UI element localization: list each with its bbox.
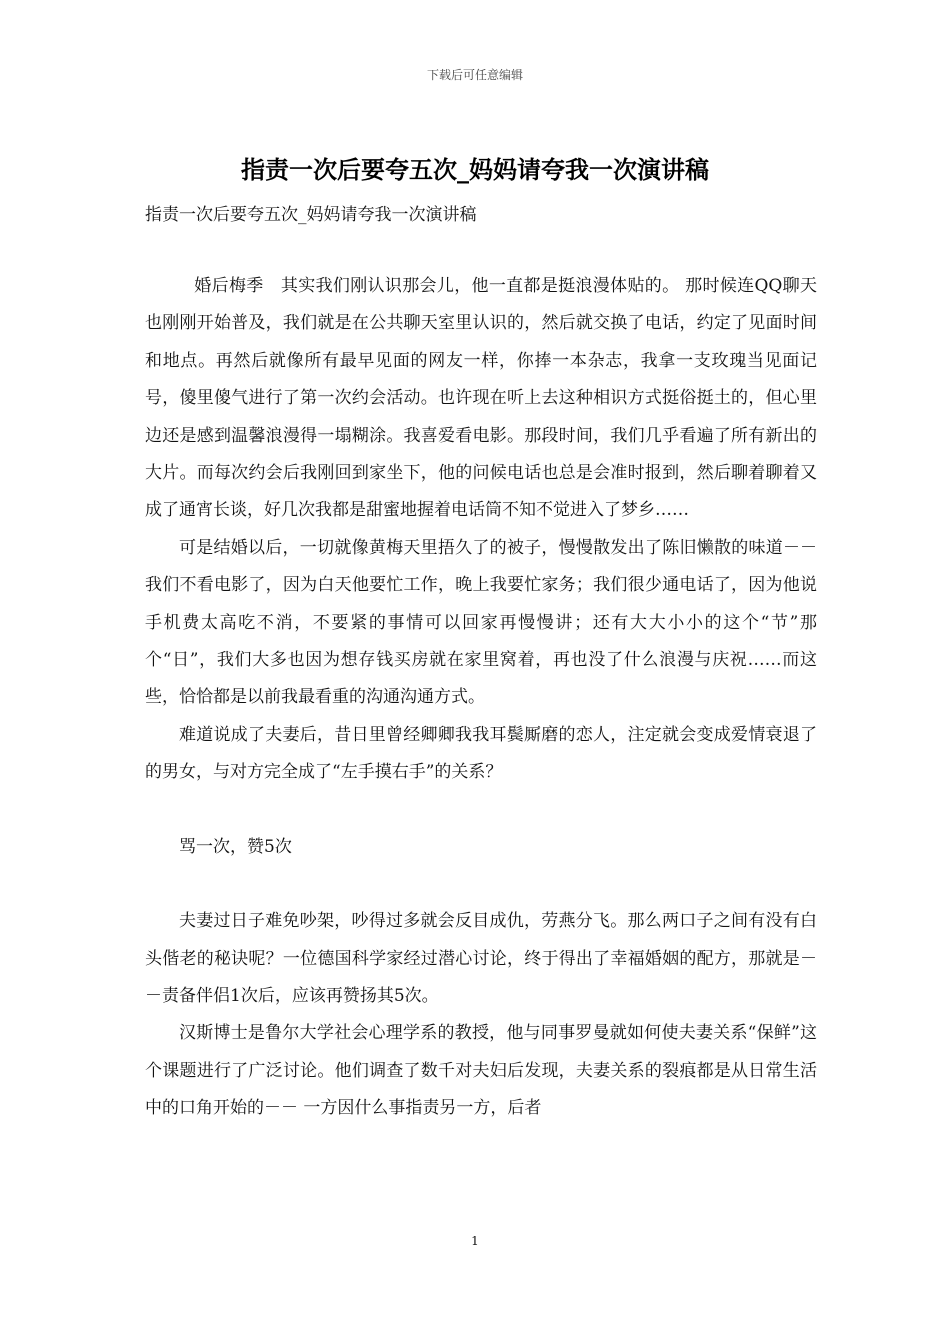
paragraph: 婚后梅季 其实我们刚认识那会儿，他一直都是挺浪漫体贴的。 那时候连QQ聊天也刚刚开始普及，我们就是在公共聊天室里认识的，然后就交换了电话，约定了见面时间和地点。再然后就像所有最早见面的网友一样，你捧一本杂志，我拿一支玫瑰当见面记号，傻里傻气进行了第一次约会活动。也许现在听上去这种相识方式挺俗挺土的，但心里边还是感到温馨浪漫得一塌糊涂。我喜爱看电影。那段时间，我们几乎看遍了所有新出的大片。而每次约会后我刚回到家坐下，他的问候电话也总是会准时报到，然后聊着聊着又成了通宵长谈，好几次我都是甜蜜地握着电话筒不知不觉进入了梦乡……	[145, 276, 817, 521]
page-number: 1	[471, 1234, 479, 1248]
document-title: 指责一次后要夸五次_妈妈请夸我一次演讲稿	[241, 155, 709, 184]
paragraph: 可是结婚以后，一切就像黄梅天里捂久了的被子，慢慢散发出了陈旧懒散的味道－－我们不看电影了，因为白天他要忙工作，晚上我要忙家务；我们很少通电话了，因为他说手机费太高吃不消，不要紧的事情可以回家再慢慢讲；还有大大小小的这个“节”那个“日”，我们大多也因为想存钱买房就在家里窝着，再也没了什么浪漫与庆祝……而这些，恰恰都是以前我最看重的沟通沟通方式。	[145, 537, 817, 708]
document-body	[145, 268, 817, 1128]
paragraph: 汉斯博士是鲁尔大学社会心理学系的教授，他与同事罗曼就如何使夫妻关系“保鲜”这个课题进行了广泛讨论。他们调查了数千对夫妇后发现，夫妻关系的裂痕都是从日常生活中的口角开始的－－ 一方因什么事指责另一方，后者	[145, 1023, 817, 1119]
paragraph: 难道说成了夫妻后，昔日里曾经卿卿我我耳鬓厮磨的恋人，注定就会变成爱情衰退了的男女，与对方完全成了“左手摸右手”的关系？	[145, 724, 817, 783]
header-note: 下载后可任意编辑	[426, 68, 523, 82]
paragraph: 夫妻过日子难免吵架，吵得过多就会反目成仇，劳燕分飞。那么两口子之间有没有白头偕老的秘诀呢？一位德国科学家经过潜心讨论，终于得出了幸福婚姻的配方，那就是－－责备伴侣1次后，应该再赞扬其5次。	[145, 911, 817, 1006]
section-heading: 骂一次，赞5次	[179, 836, 292, 857]
document-subtitle: 指责一次后要夸五次_妈妈请夸我一次演讲稿	[145, 205, 477, 225]
